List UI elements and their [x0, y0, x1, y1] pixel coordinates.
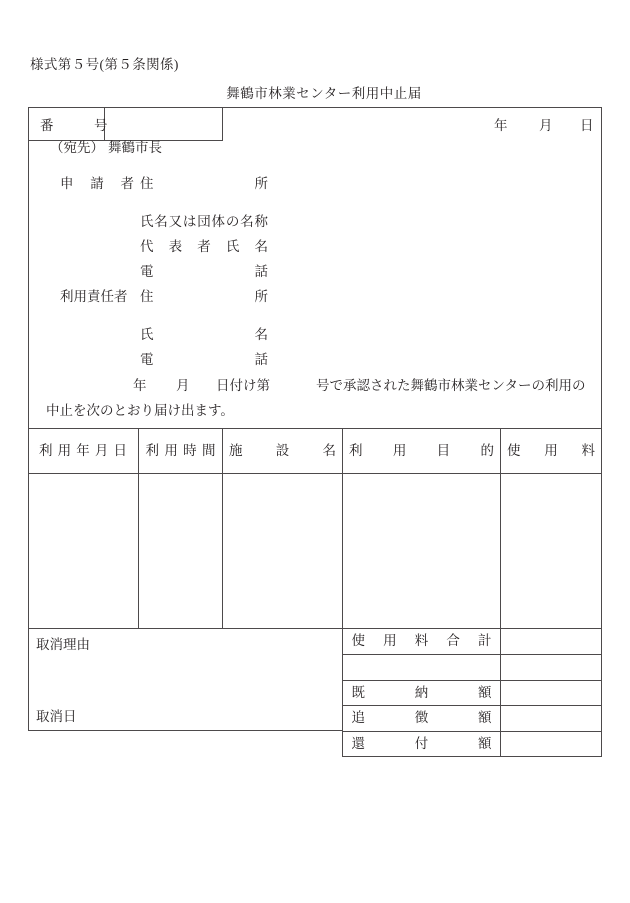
usage-cell-purpose[interactable] [343, 473, 500, 628]
fee-label-refund: 還 付 額 [351, 735, 492, 751]
statement-day-suffix: 日付け第 [216, 378, 270, 393]
usage-header-facility: 施 設 名 [229, 442, 336, 458]
addressee-name: 舞鶴市長 [108, 140, 162, 155]
usage-header-fee: 使 用 料 [507, 442, 595, 458]
header-date-day: 日 [580, 118, 594, 133]
frame-border-top [28, 107, 602, 108]
number-box-right [222, 107, 223, 140]
usage-cell-time[interactable] [139, 473, 222, 628]
fee-value-blank[interactable] [501, 654, 601, 680]
cancellation-reason-label: 取消理由 [36, 637, 90, 652]
header-date-month: 月 [539, 118, 553, 133]
statement-line2: 中止を次のとおり届け出ます。 [46, 403, 234, 418]
usage-cell-date[interactable] [28, 473, 138, 628]
number-label: 番 号 [40, 118, 108, 133]
responsible-phone-label: 電 話 [140, 352, 268, 367]
frame-border-left [28, 107, 29, 730]
usage-header-time: 利用時間 [145, 442, 216, 458]
applicant-name-label: 氏名又は団体の名称 [140, 214, 268, 229]
statement-month: 月 [176, 378, 190, 393]
usage-header-date: 利用年月日 [39, 442, 127, 458]
form-frame [28, 107, 602, 757]
frame-border-right [601, 107, 602, 757]
cancellation-date-label: 取消日 [36, 709, 77, 724]
usage-header-purpose: 利 用 目 的 [349, 442, 494, 458]
responsible-name-label: 氏 名 [140, 327, 268, 342]
statement-year: 年 [133, 378, 147, 393]
cancellation-block-bottom [28, 730, 343, 731]
header-date-year: 年 [494, 118, 508, 133]
responsible-address-label: 住 所 [140, 289, 268, 304]
usage-cell-facility[interactable] [223, 473, 342, 628]
fee-value-additional[interactable] [501, 705, 601, 731]
usage-cell-fee[interactable] [501, 473, 601, 628]
statement-number-suffix: 号で承認された舞鶴市林業センターの利用の [316, 378, 586, 393]
applicant-section-label: 申 請 者 [60, 176, 134, 191]
fee-rule-5 [342, 756, 602, 757]
applicant-phone-label: 電 話 [140, 264, 268, 279]
addressee-prefix: （宛先） [50, 140, 104, 155]
fee-label-total: 使 用 料 合 計 [351, 633, 492, 649]
fee-value-refund[interactable] [501, 731, 601, 756]
applicant-address-label: 住 所 [140, 176, 268, 191]
responsible-section-label: 利用責任者 [60, 289, 128, 304]
applicant-representative-label: 代 表 者 氏 名 [140, 239, 268, 254]
fee-label-additional: 追 徴 額 [351, 710, 492, 726]
form-number-label: 様式第５号(第５条関係) [30, 57, 179, 72]
fee-label-paid: 既 納 額 [351, 684, 492, 700]
document-title: 舞鶴市林業センター利用中止届 [226, 86, 422, 101]
fee-value-total[interactable] [501, 628, 601, 654]
fee-value-paid[interactable] [501, 680, 601, 705]
fee-label-blank [343, 654, 500, 680]
